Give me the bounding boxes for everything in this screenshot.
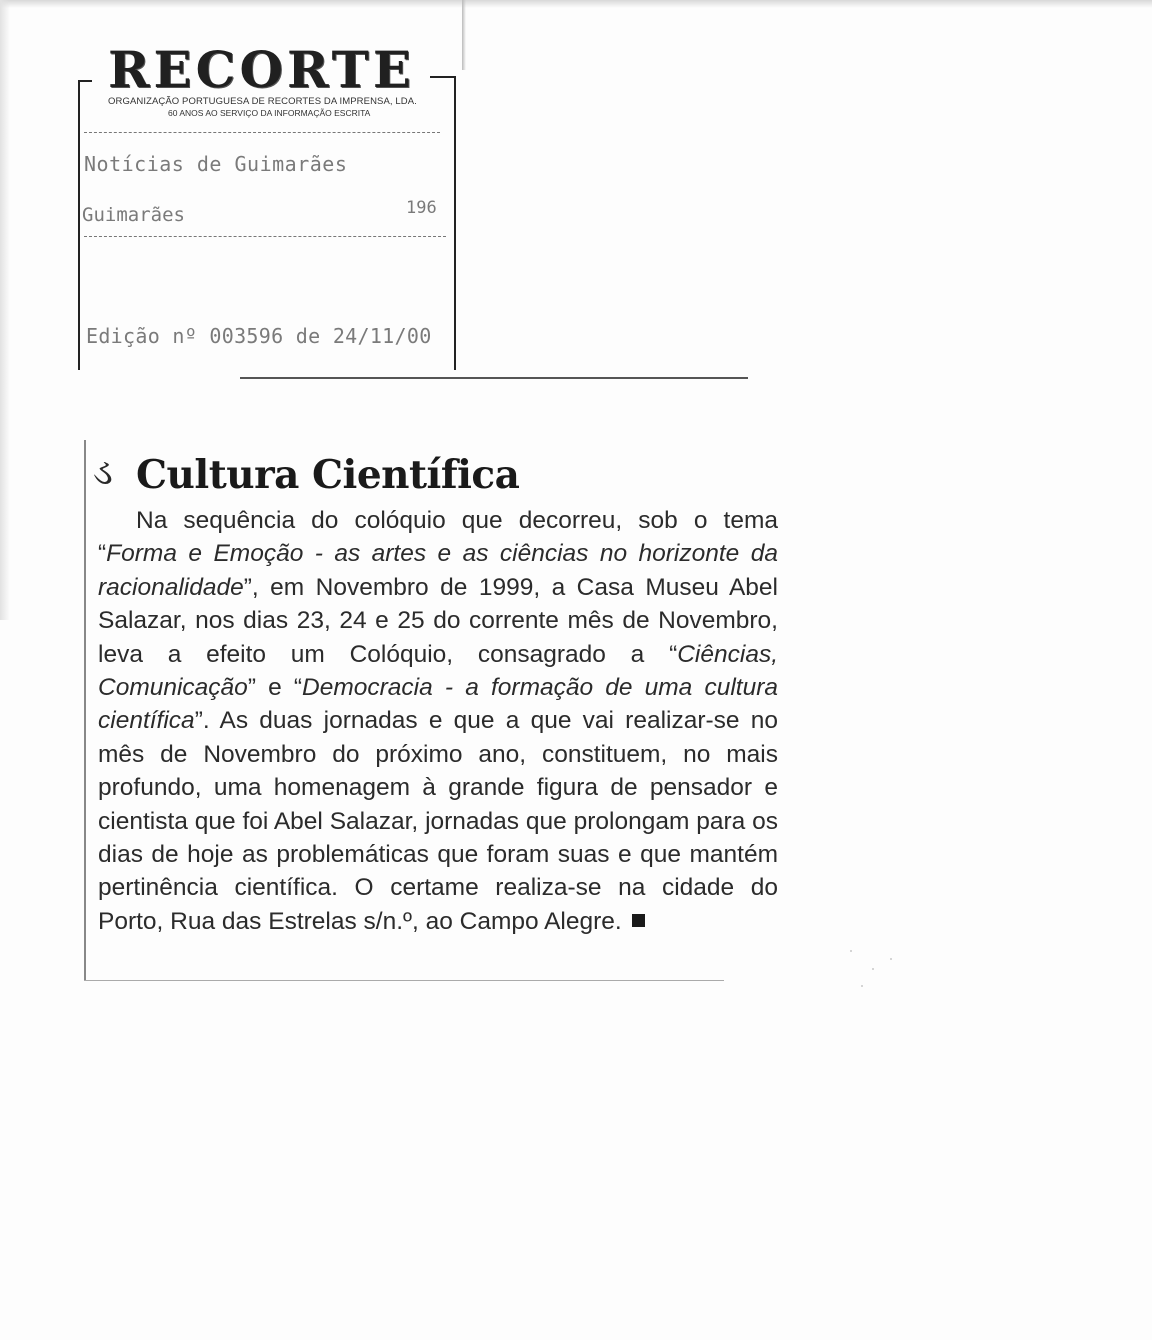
article-bottom-border [84, 980, 724, 981]
stamp-top-right-tick [430, 76, 454, 78]
scan-speck [872, 968, 874, 970]
scan-speck [890, 958, 892, 960]
body-italic: Democracia - a formação de uma cultura científica [98, 674, 778, 735]
publication-number: 196 [406, 198, 437, 218]
end-of-article-square [632, 914, 645, 927]
scan-speck [850, 950, 852, 952]
org-tagline: 60 ANOS AO SERVIÇO DA INFORMAÇÃO ESCRITA [168, 108, 371, 118]
org-name: ORGANIZAÇÃO PORTUGUESA DE RECORTES DA IMPRENSA, LDA. [108, 96, 417, 107]
body-text: Na sequência do colóquio que decorreu, sob o tema “ [98, 507, 778, 568]
clipping-edge [462, 0, 466, 70]
clipping-stamp [78, 40, 456, 370]
stamp-right-border [454, 76, 456, 370]
scan-top-shadow [0, 0, 1152, 8]
stamp-top-left-tick [78, 80, 92, 82]
body-italic: Forma e Emoção - as artes e as ciências no horizonte da racionalidade [98, 540, 778, 601]
scan-left-shadow [0, 0, 10, 620]
divider-dashed [84, 236, 446, 237]
body-text: ”, em Novembro de 1999, a Casa Museu Abel Salazar, nos dias 23, 24 e 25 do corrente mês de Novembro, leva a efeito um Colóquio, consagrado a “ [98, 573, 778, 668]
recorte-logo: RECORTE [108, 40, 416, 99]
body-text: ”. As duas jornadas e que a que vai realizar-se no mês de Novembro do próximo ano, constituem, no mais profundo, uma homenagem à grande figura de pensador e cientista que foi Abel Salazar, jornadas que prolongam para os dias de hoje as problemáticas que foram suas e que mantém pertinência científica. O certame realiza-se na cidade do Porto, Rua das Estrelas s/n.º, ao Campo Alegre. [98, 707, 778, 935]
horizontal-rule [240, 377, 748, 379]
edition-info: Edição nº 003596 de 24/11/00 [86, 324, 432, 348]
article-body [98, 504, 778, 938]
body-text: ” e “ [247, 674, 303, 702]
publication-name: Notícias de Guimarães [84, 152, 348, 176]
stamp-left-border [78, 80, 80, 370]
handwritten-mark: ડ [93, 452, 113, 493]
body-italic: Ciências, Comunicação [98, 640, 778, 702]
divider-dashed [84, 132, 440, 133]
scan-speck [861, 985, 863, 987]
article-left-border [84, 440, 86, 980]
article-headline: Cultura Científica [136, 452, 520, 498]
publication-city: Guimarães [82, 204, 185, 226]
